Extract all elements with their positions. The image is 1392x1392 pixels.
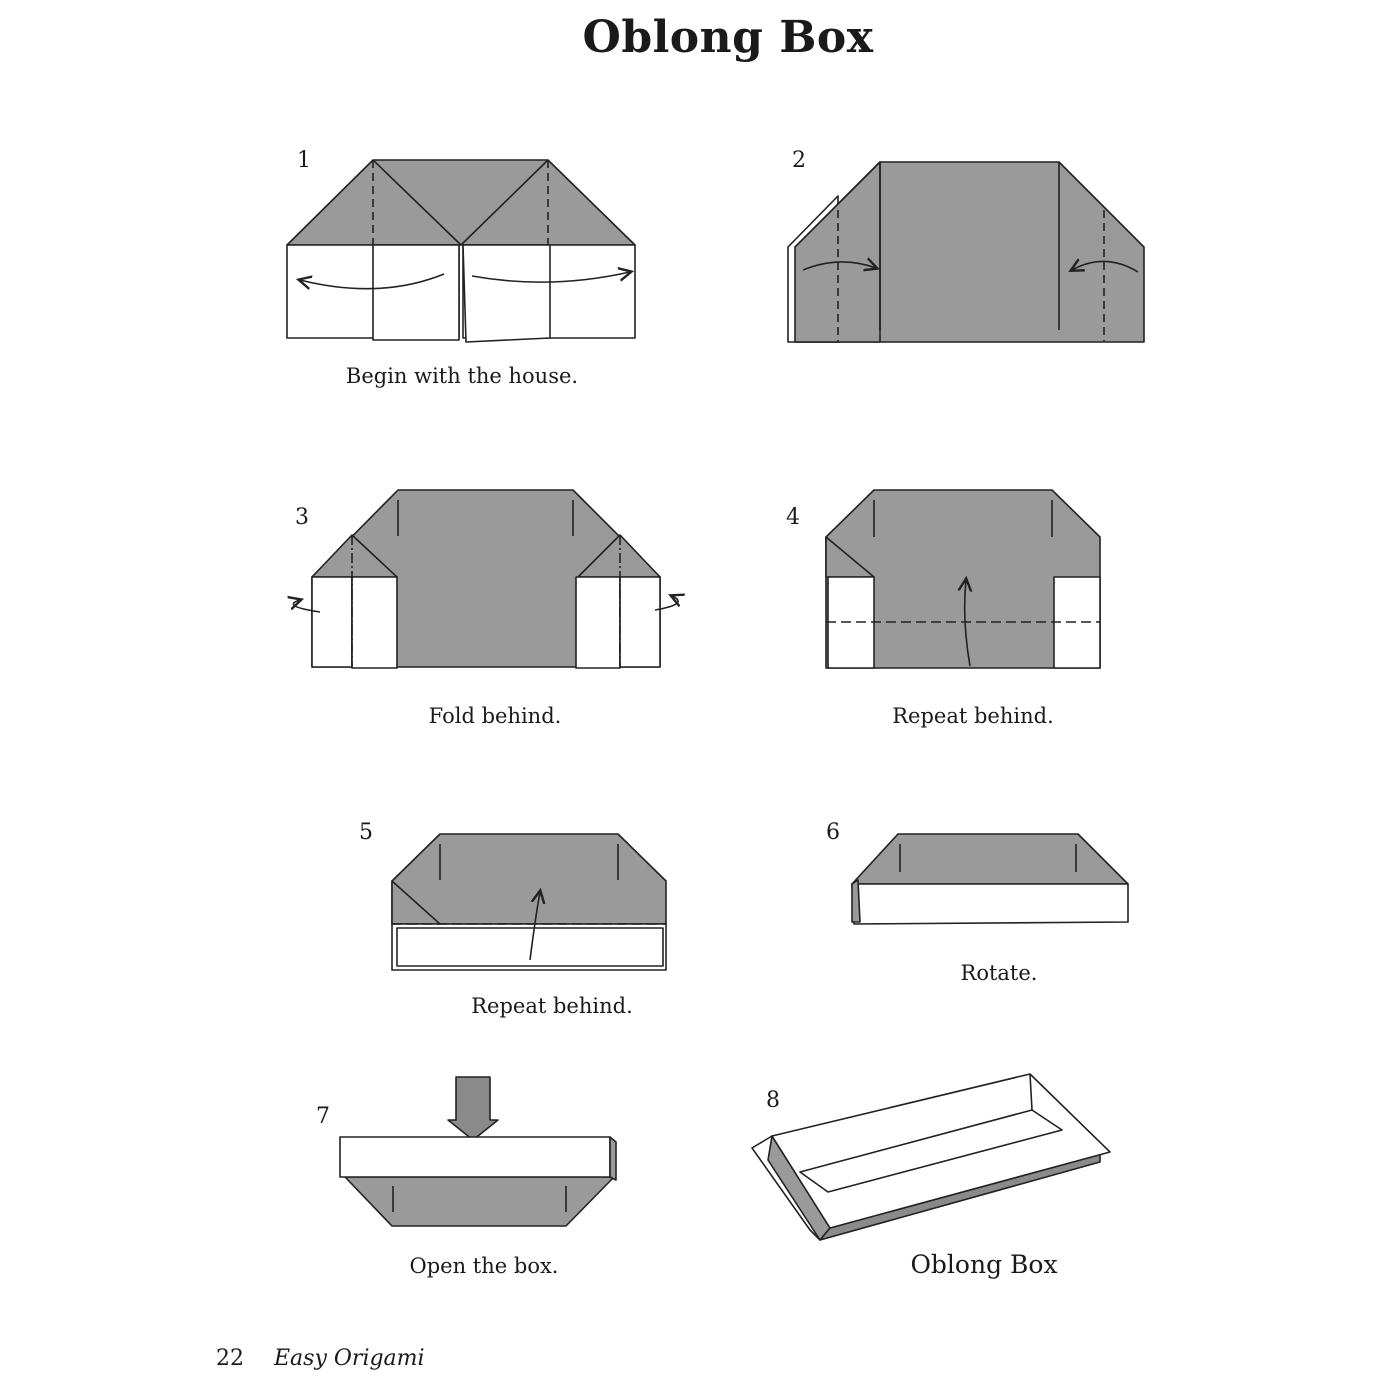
step-8-number: 8 <box>766 1088 780 1113</box>
step-4-caption: Repeat behind. <box>892 704 1054 728</box>
page-title: Oblong Box <box>582 12 874 63</box>
step-4-diagram <box>826 490 1100 668</box>
step-2-number: 2 <box>792 148 806 173</box>
step-5-diagram <box>392 834 666 970</box>
step-1-number: 1 <box>297 148 311 173</box>
step-1-diagram <box>287 160 635 342</box>
step-3-diagram <box>293 490 678 668</box>
step-5-number: 5 <box>359 820 373 845</box>
step-8-diagram <box>752 1074 1110 1240</box>
step-3-caption: Fold behind. <box>428 704 562 728</box>
step-7-number: 7 <box>316 1104 330 1129</box>
footer-book-title: Easy Origami <box>274 1346 425 1371</box>
step-2-diagram <box>788 162 1144 342</box>
step-3-number: 3 <box>295 505 309 530</box>
step-4-number: 4 <box>786 505 800 530</box>
step-6-diagram <box>852 834 1128 924</box>
step-6-caption: Rotate. <box>960 961 1038 985</box>
step-7-diagram <box>340 1077 616 1226</box>
footer-page-number: 22 <box>216 1346 244 1371</box>
step-7-caption: Open the box. <box>409 1254 559 1278</box>
step-1-caption: Begin with the house. <box>345 364 579 388</box>
step-6-number: 6 <box>826 820 840 845</box>
step-8-caption: Oblong Box <box>910 1250 1058 1279</box>
step-5-caption: Repeat behind. <box>471 994 633 1018</box>
